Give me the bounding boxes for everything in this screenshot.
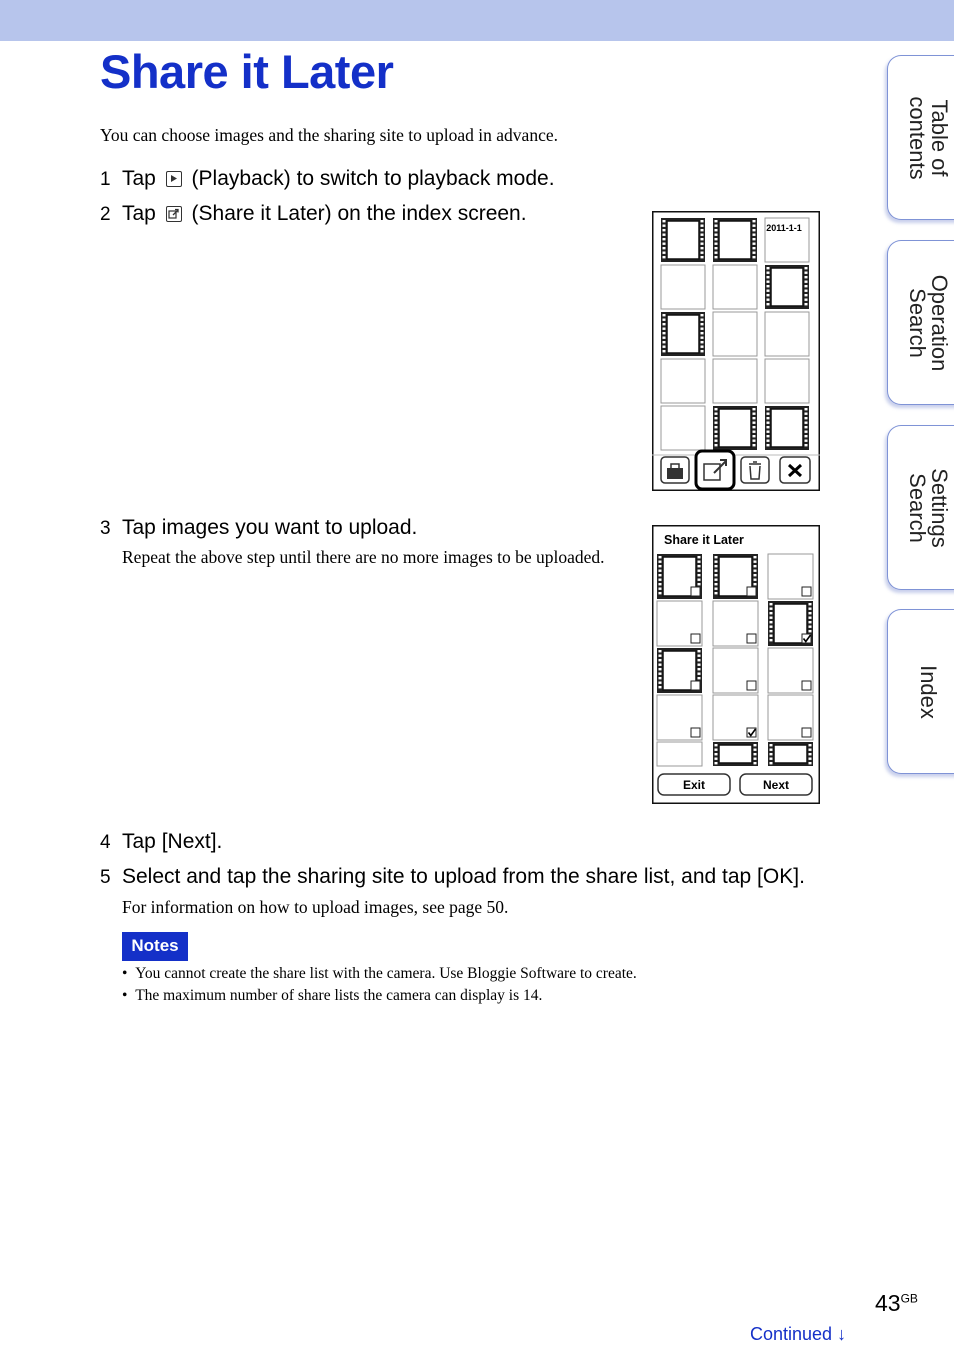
- selectable-thumbnail[interactable]: [657, 601, 702, 646]
- selectable-thumbnail[interactable]: [768, 695, 813, 740]
- tab-table-of-contents[interactable]: Table of contents: [887, 55, 954, 220]
- page-title: Share it Later: [100, 45, 394, 98]
- thumbnail: [713, 218, 757, 262]
- tab-operation-search[interactable]: Operation Search: [887, 240, 954, 405]
- svg-text:Exit: Exit: [682, 778, 706, 792]
- thumbnail: [713, 359, 757, 403]
- thumbnail: [713, 265, 757, 309]
- header-bar: [0, 0, 954, 41]
- tab-settings-search[interactable]: Settings Search: [887, 425, 954, 590]
- checkbox[interactable]: [691, 728, 700, 737]
- step-5: 5 Select and tap the sharing site to upload from the share list, and tap [OK].: [100, 865, 805, 888]
- selectable-thumbnail[interactable]: [768, 601, 813, 646]
- selectable-thumbnail[interactable]: [768, 648, 813, 693]
- screen-title: Share it Later: [664, 533, 744, 547]
- step-2: 2 Tap (Share it Later) on the index screen.: [100, 202, 527, 225]
- thumbnail: [713, 312, 757, 356]
- checkbox[interactable]: [802, 681, 811, 690]
- date-label: 2011-1-1: [766, 223, 802, 233]
- checkbox[interactable]: [747, 728, 756, 737]
- playback-icon: [166, 171, 182, 187]
- checkbox[interactable]: [691, 634, 700, 643]
- selectable-thumbnail[interactable]: [713, 601, 758, 646]
- selectable-thumbnail[interactable]: [657, 554, 702, 599]
- checkbox[interactable]: [802, 587, 811, 596]
- selectable-thumbnail[interactable]: [713, 554, 758, 599]
- selectable-thumbnail[interactable]: [768, 742, 813, 766]
- thumbnail: [765, 312, 809, 356]
- checkbox[interactable]: [802, 728, 811, 737]
- share-it-later-icon: [166, 206, 182, 222]
- exit-button[interactable]: [658, 774, 730, 795]
- trash-icon: [741, 457, 769, 483]
- svg-text:Next: Next: [762, 778, 790, 792]
- down-arrow-icon: ↓: [837, 1324, 847, 1344]
- step-3: 3 Tap images you want to upload.: [100, 516, 418, 539]
- thumbnail: [765, 406, 809, 450]
- step-5-detail: For information on how to upload images, see page 50.: [122, 897, 509, 917]
- checkbox[interactable]: [691, 681, 700, 690]
- selectable-thumbnail[interactable]: [657, 695, 702, 740]
- thumbnail: [713, 406, 757, 450]
- selectable-thumbnail[interactable]: [657, 648, 702, 693]
- share-select-screen-illustration: [652, 525, 820, 804]
- selectable-thumbnail[interactable]: [768, 554, 813, 599]
- selectable-thumbnail[interactable]: [713, 695, 758, 740]
- thumbnail: [661, 312, 705, 356]
- checkbox[interactable]: [747, 634, 756, 643]
- checkbox[interactable]: [802, 634, 811, 643]
- thumbnail: [661, 406, 705, 450]
- step-1: 1 Tap (Playback) to switch to playback mode.: [100, 167, 555, 190]
- page-number: $43^{GB}$: [875, 1290, 918, 1316]
- continued-link[interactable]: Continued ↓: [750, 1324, 847, 1344]
- thumbnail: [765, 359, 809, 403]
- selectable-thumbnail[interactable]: [713, 648, 758, 693]
- note-item: • The maximum number of share lists the camera can display is 14.: [122, 987, 543, 1004]
- thumbnail: [661, 218, 705, 262]
- thumbnail: [661, 359, 705, 403]
- intro-text: You can choose images and the sharing site to upload in advance.: [100, 125, 558, 145]
- note-item: • You cannot create the share list with the camera. Use Bloggie Software to create.: [122, 965, 637, 982]
- briefcase-icon: [661, 457, 689, 483]
- checkbox[interactable]: [691, 587, 700, 596]
- checkbox[interactable]: [747, 587, 756, 596]
- close-icon: [780, 457, 810, 483]
- step-4: 4 Tap [Next].: [100, 830, 223, 853]
- step-3-detail: Repeat the above step until there are no more images to be uploaded.: [122, 547, 605, 567]
- thumbnail: [765, 265, 809, 309]
- share-icon: [696, 451, 734, 489]
- next-button[interactable]: [740, 774, 812, 795]
- selectable-thumbnail[interactable]: [657, 742, 702, 766]
- thumbnail: [661, 265, 705, 309]
- selectable-thumbnail[interactable]: [713, 742, 758, 766]
- notes-badge: Notes: [122, 932, 188, 961]
- checkbox[interactable]: [747, 681, 756, 690]
- index-screen-illustration: [652, 211, 820, 491]
- tab-index[interactable]: Index: [887, 609, 954, 774]
